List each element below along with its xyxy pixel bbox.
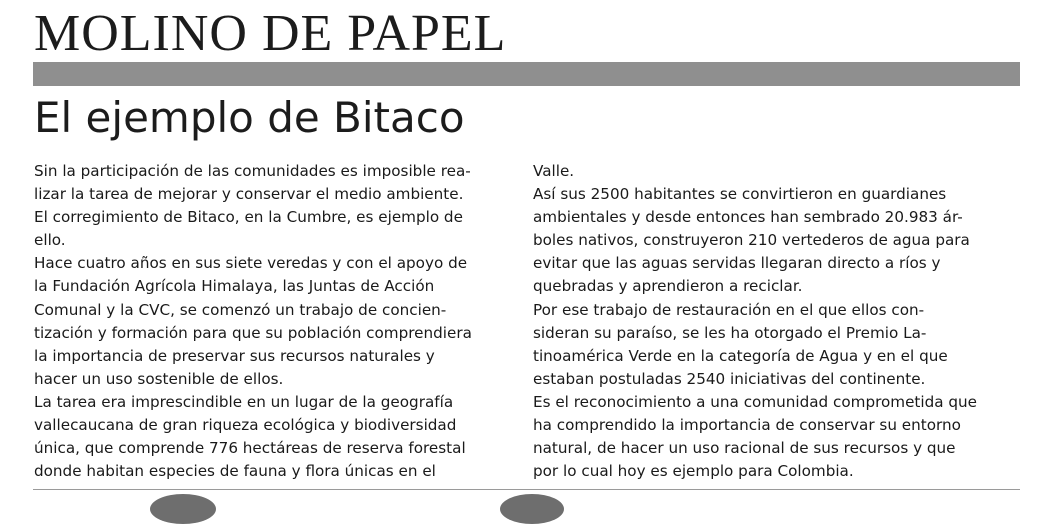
text-line: Valle.	[533, 162, 575, 180]
text-line: ello.	[34, 231, 66, 250]
text-line: La tarea era imprescindible en un lugar de la geografía	[34, 392, 454, 411]
text-line: por lo cual hoy es ejemplo para Colombia.	[533, 462, 854, 481]
text-line: ha comprendido la importancia de conservar su entorno	[533, 416, 961, 435]
article-column-right	[533, 160, 1018, 483]
text-line: ambientales y desde entonces han sembrado 20.983 ár-	[533, 208, 963, 227]
text-line: sideran su paraíso, se les ha otorgado el Premio La-	[533, 323, 927, 342]
article-column-left	[34, 160, 509, 483]
text-line: evitar que las aguas servidas llegaran directo a ríos y	[533, 254, 941, 273]
article-headline: El ejemplo de Bitaco	[34, 93, 465, 142]
text-line: El corregimiento de Bitaco, en la Cumbre, es ejemplo de	[34, 208, 463, 227]
text-line: lizar la tarea de mejorar y conservar el medio ambiente.	[34, 185, 464, 204]
author-photo	[500, 494, 564, 524]
text-line: tización y formación para que su población comprendiera	[34, 323, 472, 342]
text-line: Sin la participación de las comunidades es imposible rea-	[34, 162, 471, 180]
text-line: donde habitan especies de fauna y flora únicas en el	[34, 462, 436, 481]
section-bar	[33, 62, 1020, 86]
author-photo	[150, 494, 216, 524]
text-line: Comunal y la CVC, se comenzó un trabajo de concien-	[34, 300, 447, 319]
text-line: Así sus 2500 habitantes se convirtieron en guardianes	[533, 185, 947, 204]
text-line: boles nativos, construyeron 210 vertederos de agua para	[533, 231, 970, 250]
text-line: quebradas y aprendieron a reciclar.	[533, 277, 803, 296]
text-line: la Fundación Agrícola Himalaya, las Juntas de Acción	[34, 277, 435, 296]
text-line: hacer un uso sostenible de ellos.	[34, 369, 284, 388]
text-line: estaban postuladas 2540 iniciativas del continente.	[533, 369, 926, 388]
text-line: vallecaucana de gran riqueza ecológica y biodiversidad	[34, 416, 457, 435]
section-title: MOLINO DE PAPEL	[34, 5, 507, 62]
text-line: la importancia de preservar sus recursos naturales y	[34, 346, 435, 365]
text-line: Es el reconocimiento a una comunidad comprometida que	[533, 392, 977, 411]
bottom-rule	[33, 489, 1020, 490]
text-line: natural, de hacer un uso racional de sus recursos y que	[533, 439, 956, 458]
text-line: Hace cuatro años en sus siete veredas y con el apoyo de	[34, 254, 468, 273]
text-line: tinoamérica Verde en la categoría de Agua y en el que	[533, 346, 948, 365]
text-line: única, que comprende 776 hectáreas de reserva forestal	[34, 439, 466, 458]
text-line: Por ese trabajo de restauración en el que ellos con-	[533, 300, 925, 319]
